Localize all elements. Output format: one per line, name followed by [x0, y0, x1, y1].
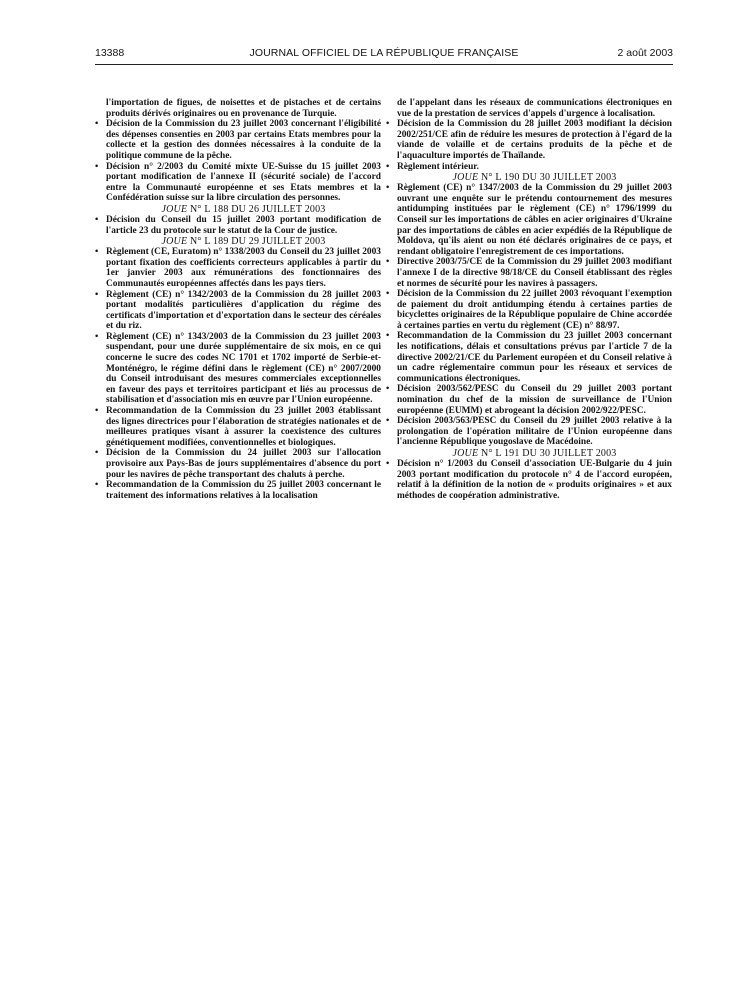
left-column	[95, 98, 381, 501]
page-number: 13388	[95, 47, 125, 59]
joue-label: JOUE	[452, 448, 479, 459]
journal-title: JOURNAL OFFICIEL DE LA RÉPUBLIQUE FRANÇAISE	[249, 47, 519, 59]
legal-act-entry: • Recommandation de la Commission du 23 juillet 2003 concernant les notifications, délais et consultations prévus par l'article 7 de la directive 2002/21/CE du Parlement européen et du Conseil relative à un cadre réglementaire commun pour les réseaux et services de communications électroniques.	[386, 331, 672, 384]
legal-act-entry: • Décision 2003/563/PESC du Conseil du 29 juillet 2003 relative à la prolongation de l'opération militaire de l'Union européenne dans l'ancienne République yougoslave de Macédoine.	[386, 416, 672, 448]
joue-label: JOUE	[161, 236, 188, 248]
legal-act-entry: • Décision de la Commission du 24 juillet 2003 sur l'allocation provisoire aux Pays-Bas de jours supplémentaires d'absence du port pour les navires de pêche transportant des chaluts à perche.	[95, 448, 381, 480]
issue-number-date: N° L 191 DU 30 JUILLET 2003	[478, 448, 617, 459]
legal-act-entry: • Directive 2003/75/CE de la Commission du 29 juillet 2003 modifiant l'annexe I de la directive 98/18/CE du Conseil établissant des règles et normes de sécurité pour les navires à passagers.	[386, 257, 672, 289]
legal-act-entry: • Règlement (CE) n° 1343/2003 de la Commission du 23 juillet 2003 suspendant, pour une durée supplémentaire de six mois, en ce qui concerne le sucre des codes NC 1701 et 1702 importé de Serbie-et-Monténégro, le régime défini dans le règlement (CE) n° 2007/2000 du Conseil introduisant des mesures commerciales exceptionnelles en faveur des pays et territoires participant et liés au processus de stabilisation et d'association mis en œuvre par l'Union européenne.	[95, 332, 381, 406]
page-header	[95, 47, 673, 61]
legal-act-entry: • Décision de la Commission du 22 juillet 2003 révoquant l'exemption de paiement du droit antidumping étendu à certaines parties de bicyclettes originaires de la République populaire de Chine accordée à certaines parties en vertu du règlement (CE) n° 88/97.	[386, 289, 672, 331]
legal-act-entry: • Décision n° 1/2003 du Conseil d'association UE-Bulgarie du 4 juin 2003 portant modification du protocole n° 4 de l'accord européen, relatif à la définition de la notion de « produits originaires » et aux méthodes de coopération administrative.	[386, 459, 672, 501]
journal-issue-heading	[386, 448, 672, 459]
journal-issue-heading	[386, 172, 672, 183]
header-rule	[95, 64, 673, 65]
legal-act-entry: • Recommandation de la Commission du 25 juillet 2003 concernant le traitement des informations relatives à la localisation	[95, 480, 381, 501]
legal-act-entry: • Décision 2003/562/PESC du Conseil du 29 juillet 2003 portant nomination du chef de la mission de surveillance de l'Union européenne (EUMM) et abrogeant la décision 2002/922/PESC.	[386, 384, 672, 416]
continued-entry-text: de l'appelant dans les réseaux de communications électroniques en vue de la prestation de services d'appels d'urgence à localisation.	[397, 98, 672, 119]
header-date: 2 août 2003	[617, 47, 673, 59]
issue-number-date: N° L 190 DU 30 JUILLET 2003	[478, 172, 617, 184]
right-column	[386, 98, 672, 501]
legal-act-entry: • Décision de la Commission du 23 juillet 2003 concernant l'éligibilité des dépenses consenties en 2003 par certains Etats membres pour la collecte et la gestion des données nécessaires à la conduite de la politique commune de la pêche.	[95, 119, 381, 161]
journal-issue-heading	[95, 204, 381, 215]
legal-act-entry: • Décision de la Commission du 28 juillet 2003 modifiant la décision 2002/251/CE afin de réduire les mesures de protection à l'égard de la viande de volaille et de certains produits de la pêche et de l'aquaculture importés de Thaïlande.	[386, 119, 672, 161]
journal-issue-heading	[95, 236, 381, 247]
legal-act-entry: • Règlement (CE) n° 1342/2003 de la Commission du 28 juillet 2003 portant modalités particulières d'application du régime des certificats d'importation et d'exportation dans le secteur des céréales et du riz.	[95, 290, 381, 332]
legal-act-entry: • Règlement (CE, Euratom) n° 1338/2003 du Conseil du 23 juillet 2003 portant fixation des coefficients correcteurs applicables à partir du 1er janvier 2003 aux rémunérations des fonctionnaires des Communautés européennes affectés dans les pays tiers.	[95, 247, 381, 289]
legal-act-entry: • Décision n° 2/2003 du Comité mixte UE-Suisse du 15 juillet 2003 portant modification de l'annexe II (sécurité sociale) de l'accord entre la Communauté européenne et ses Etats membres et la Confédération suisse sur la libre circulation des personnes.	[95, 162, 381, 204]
continued-entry-text: l'importation de figues, de noisettes et de pistaches et de certains produits dérivés originaires ou en provenance de Turquie.	[106, 98, 381, 119]
legal-act-entry: • Recommandation de la Commission du 23 juillet 2003 établissant des lignes directrices pour l'élaboration de stratégies nationales et de meilleures pratiques visant à assurer la coexistence des cultures génétiquement modifiées, conventionnelles et biologiques.	[95, 406, 381, 448]
joue-label: JOUE	[452, 172, 479, 184]
issue-number-date: N° L 188 DU 26 JUILLET 2003	[187, 203, 326, 215]
legal-act-entry: • Décision du Conseil du 15 juillet 2003 portant modification de l'article 23 du protocole sur le statut de la Cour de justice.	[95, 215, 381, 236]
legal-act-entry: • Règlement (CE) n° 1347/2003 de la Commission du 29 juillet 2003 ouvrant une enquête sur le prétendu contournement des mesures antidumping instituées par le règlement (CE) n° 1796/1999 du Conseil sur les importations de câbles en acier originaires d'Ukraine par des importations de câbles en acier expédiés de la République de Moldova, qu'ils aient ou non été déclarés originaires de ce pays, et rendant obligatoire l'enregistrement de ces importations.	[386, 183, 672, 257]
legal-act-entry: • Règlement intérieur.	[386, 162, 672, 173]
joue-label: JOUE	[161, 203, 188, 215]
issue-number-date: N° L 189 DU 29 JUILLET 2003	[187, 236, 326, 248]
